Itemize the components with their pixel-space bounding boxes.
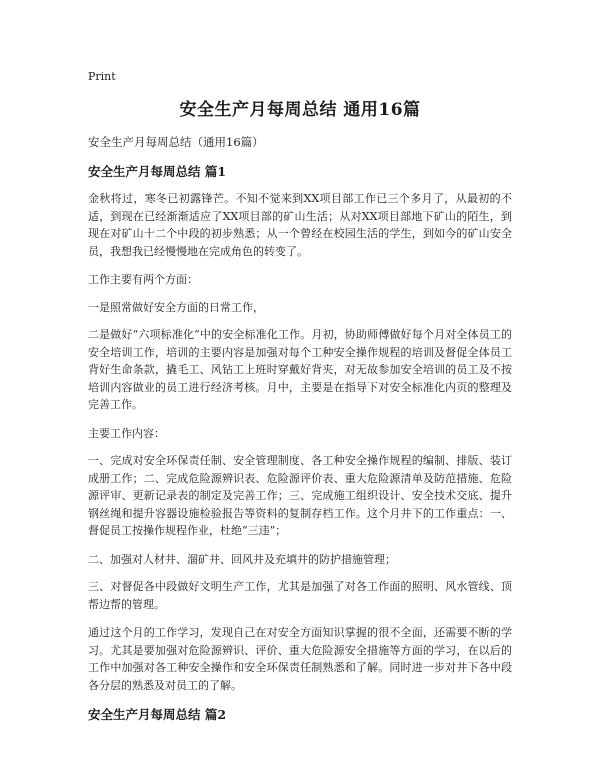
document-subtitle: 安全生产月每周总结（通用16篇）: [88, 135, 264, 149]
section-heading-1: 安全生产月每周总结 篇1: [88, 164, 227, 179]
paragraph-intro: 金秋将过，寒冬已初露锋芒。不知不觉来到XX项目部工作已三个多月了，从最初的不适，到现在已经渐渐适应了XX项目部的矿山生活；从对XX项目部地下矿山的陌生，到现在对矿山十二个中段的初步熟悉；从一个曾经在校园生活的学生，到如今的矿山安全员，我想我已经慢慢地在完成角色的转变了。: [88, 192, 512, 258]
paragraph-point-two: 二、加强对人材井、溜矿井、回风井及充填井的防护措施管理；: [88, 552, 396, 566]
paragraph-point-three: 三、对督促各中段做好文明生产工作，尤其是加强了对各工作面的照明、风水管线、顶帮边帮的管理。: [88, 580, 512, 611]
paragraph-two-aspects: 工作主要有两个方面：: [88, 273, 198, 286]
print-label[interactable]: Print: [88, 70, 116, 83]
section-heading-2: 安全生产月每周总结 篇2: [88, 707, 227, 722]
paragraph-aspect-two: 二是做好“六项标准化”中的安全标准化工作。月初，协助师傅做好每个月对全体员工的安全培训工作，培训的主要内容是加强对每个工种安全操作规程的培训及督促全体员工背好生命条款，撬毛工、风钻工上班时穿戴好背夹，对无故参加安全培训的员工及不按培训内容做业的员工进行经济考核。月中，主要是在指导下对安全标准化内页的整理及完善工作。: [88, 328, 512, 411]
page-title: 安全生产月每周总结 通用16篇: [179, 100, 421, 120]
paragraph-main-content: 一、完成对安全环保责任制、安全管理制度、各工种安全操作规程的编制、排版、装订成册工作；二、完成危险源辨识表、危险源评价表、重大危险源清单及防范措施、危险源评审、更新记录表的制定及完善工作；三、完成施工组织设计、安全技术交底、提升钢丝绳和提升容器设施检验报告等资料的复制存档工作。这个月井下的工作重点：一、督促员工按操作规程作业，杜绝“三违”；: [88, 454, 512, 537]
paragraph-summary: 通过这个月的工作学习，发现自己在对安全方面知识掌握的很不全面，还需要不断的学习。尤其是要加强对危险源辨识、评价、重大危险源安全措施等方面的学习，在以后的工作中加强对各工种安全操作和安全环保责任制熟悉和了解。同时进一步对井下各中段各分层的熟悉及对员工的了解。: [88, 626, 512, 692]
paragraph-aspect-one: 一是照常做好安全方面的日常工作，: [88, 300, 264, 314]
paragraph-main-content-label: 主要工作内容：: [88, 426, 165, 440]
